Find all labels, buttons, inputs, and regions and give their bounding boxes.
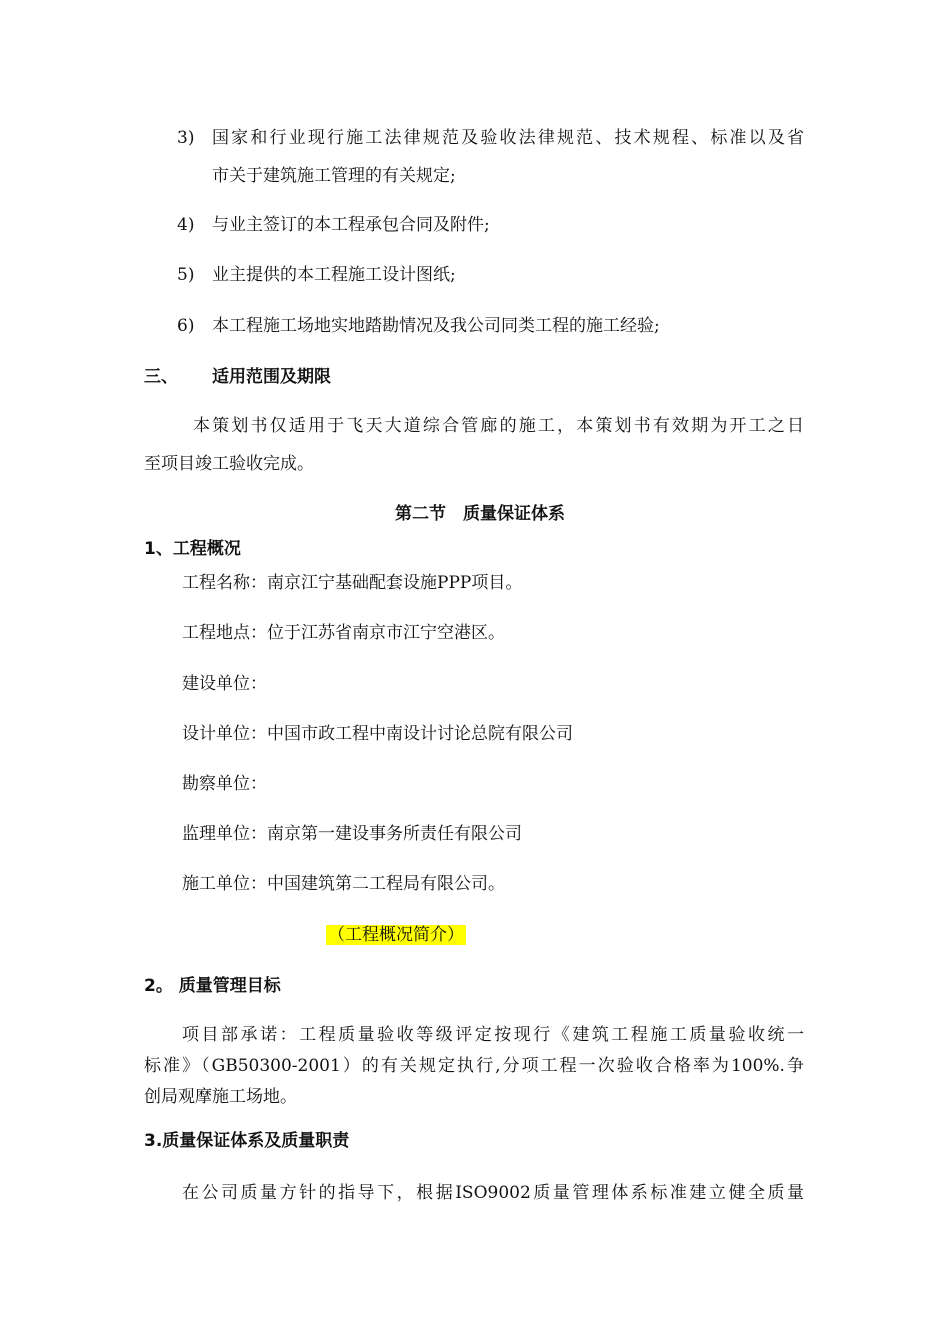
- paragraph-line: 创局观摩施工场地。: [144, 1087, 297, 1107]
- list-number: 3): [177, 128, 195, 148]
- overview-item: 设计单位：中国市政工程中南设计讨论总院有限公司: [182, 724, 573, 744]
- overview-item: 建设单位：: [182, 674, 267, 694]
- paragraph-line: 标准》（GB50300-2001）的有关规定执行,分项工程一次验收合格率为100%.争: [144, 1056, 804, 1076]
- list-item-text: 业主提供的本工程施工设计图纸;: [212, 265, 456, 285]
- quality-system-heading: 3.质量保证体系及质量职责: [144, 1131, 350, 1151]
- overview-item: 勘察单位：: [182, 774, 267, 794]
- overview-note-highlight: （工程概况简介）: [328, 925, 464, 945]
- paragraph-line: 至项目竣工验收完成。: [144, 454, 314, 474]
- overview-heading: 1、工程概况: [144, 539, 241, 559]
- list-item-text: 与业主签订的本工程承包合同及附件;: [212, 215, 490, 235]
- overview-item: 工程名称：南京江宁基础配套设施PPP项目。: [182, 573, 523, 593]
- list-number: 6): [177, 316, 195, 336]
- quality-goal-heading: 2。 质量管理目标: [144, 976, 281, 996]
- list-item-text: 国家和行业现行施工法律规范及验收法律规范、技术规程、标准以及省: [212, 128, 804, 148]
- list-number: 4): [177, 215, 195, 235]
- list-item-text: 市关于建筑施工管理的有关规定;: [212, 166, 456, 186]
- list-item-text: 本工程施工场地实地踏勘情况及我公司同类工程的施工经验;: [212, 316, 660, 336]
- paragraph-line: 在公司质量方针的指导下，根据ISO9002质量管理体系标准建立健全质量: [182, 1183, 804, 1203]
- overview-item: 工程地点：位于江苏省南京市江宁空港区。: [182, 623, 505, 643]
- paragraph-line: 项目部承诺：工程质量验收等级评定按现行《建筑工程施工质量验收统一: [182, 1025, 804, 1045]
- section-heading: 适用范围及期限: [212, 367, 331, 387]
- section-title: 第二节 质量保证体系: [395, 504, 565, 524]
- list-number: 5): [177, 265, 195, 285]
- paragraph-line: 本策划书仅适用于飞天大道综合管廊的施工，本策划书有效期为开工之日: [193, 416, 804, 436]
- overview-item: 监理单位：南京第一建设事务所责任有限公司: [182, 824, 522, 844]
- overview-item: 施工单位：中国建筑第二工程局有限公司。: [182, 874, 505, 894]
- section-number: 三、: [144, 367, 178, 387]
